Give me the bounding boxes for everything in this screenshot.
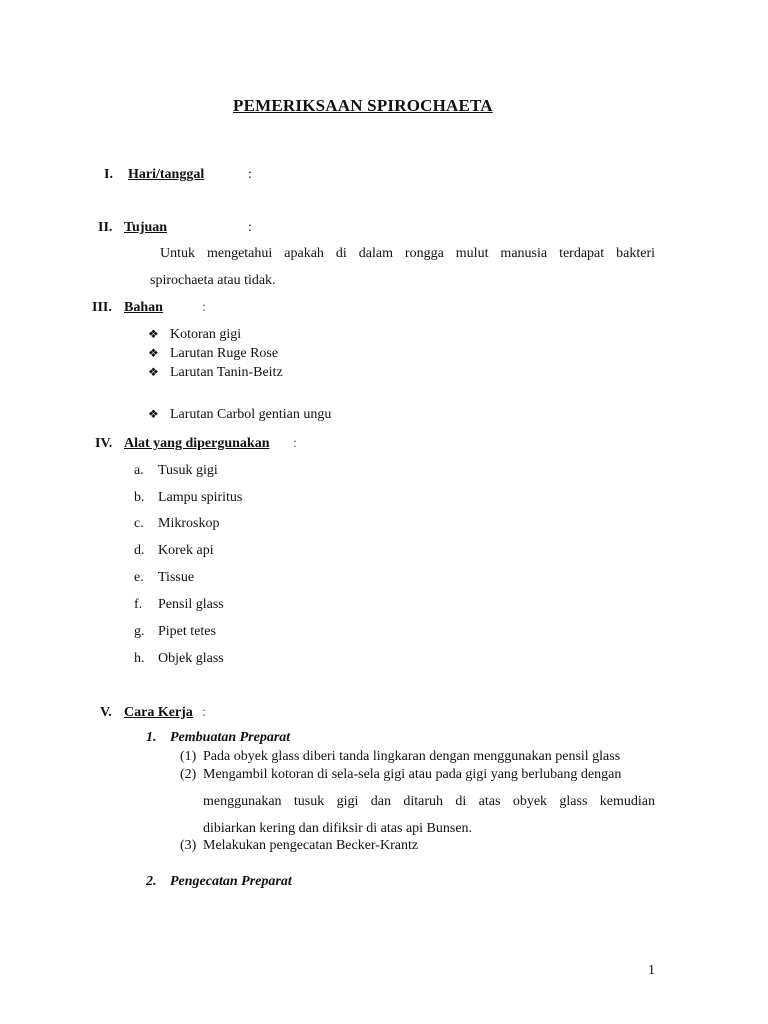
tool-item-text: Mikroskop	[158, 516, 220, 531]
tool-item-label: g.	[134, 624, 145, 639]
page-number: 1	[648, 963, 655, 978]
diamond-bullet-icon: ❖	[148, 365, 159, 379]
section-4-heading: Alat yang dipergunakan	[124, 436, 270, 451]
section-2-number: II.	[98, 220, 113, 235]
section-1-colon: :	[248, 167, 252, 182]
section-4-colon: :	[293, 436, 297, 451]
tool-item-label: h.	[134, 651, 145, 666]
section-1-number: I.	[104, 167, 113, 182]
tool-item-label: c.	[134, 516, 144, 531]
material-item: Kotoran gigi	[170, 327, 242, 342]
tool-item-text: Pipet tetes	[158, 624, 216, 639]
section-3-number: III.	[92, 300, 112, 315]
purpose-text-line-1: Untuk mengetahui apakah di dalam rongga mulut manusia terdapat bakteri	[160, 246, 655, 261]
material-item: Larutan Ruge Rose	[170, 346, 279, 361]
section-4-number: IV.	[95, 436, 113, 451]
tool-item-label: b.	[134, 490, 145, 505]
tool-item-text: Tusuk gigi	[158, 463, 218, 478]
step-text: Mengambil kotoran di sela-sela gigi atau pada gigi yang berlubang dengan	[203, 767, 622, 782]
document-title: PEMERIKSAAN SPIROCHAETA	[233, 96, 493, 115]
step-text-continuation: menggunakan tusuk gigi dan ditaruh di atas obyek glass kemudian	[203, 794, 655, 809]
step-number: (1)	[180, 749, 197, 764]
subsection-2-number: 2.	[146, 874, 157, 889]
tool-item-text: Lampu spiritus	[158, 490, 243, 505]
step-text-continuation: dibiarkan kering dan difiksir di atas api Bunsen.	[203, 821, 473, 836]
tool-item-text: Korek api	[158, 543, 214, 558]
section-2-colon: :	[248, 220, 252, 235]
subsection-2-title: Pengecatan Preparat	[170, 874, 292, 889]
tool-item-label: a.	[134, 463, 144, 478]
step-text: Melakukan pengecatan Becker-Krantz	[203, 838, 419, 853]
section-1-heading: Hari/tanggal	[128, 167, 205, 182]
tool-item-label: f.	[134, 597, 143, 612]
section-3-heading: Bahan	[124, 300, 163, 315]
tool-item-text: Pensil glass	[158, 597, 224, 612]
section-2-heading: Tujuan	[124, 220, 168, 235]
material-item: Larutan Tanin-Beitz	[170, 365, 283, 380]
diamond-bullet-icon: ❖	[148, 407, 159, 421]
purpose-text-line-2: spirochaeta atau tidak.	[150, 273, 276, 288]
step-text: Pada obyek glass diberi tanda lingkaran dengan menggunakan pensil glass	[203, 749, 621, 764]
section-5-colon: :	[202, 705, 206, 720]
diamond-bullet-icon: ❖	[148, 346, 159, 360]
subsection-1-title: Pembuatan Preparat	[170, 730, 291, 745]
step-number: (3)	[180, 838, 197, 853]
step-number: (2)	[180, 767, 197, 782]
tool-item-label: e.	[134, 570, 144, 585]
diamond-bullet-icon: ❖	[148, 327, 159, 341]
section-5-heading: Cara Kerja	[124, 705, 193, 720]
section-3-colon: :	[202, 300, 206, 315]
subsection-1-number: 1.	[146, 730, 157, 745]
tool-item-text: Tissue	[158, 570, 195, 585]
section-5-number: V.	[100, 705, 112, 720]
material-item: Larutan Carbol gentian ungu	[170, 407, 332, 422]
tool-item-text: Objek glass	[158, 651, 224, 666]
tool-item-label: d.	[134, 543, 145, 558]
